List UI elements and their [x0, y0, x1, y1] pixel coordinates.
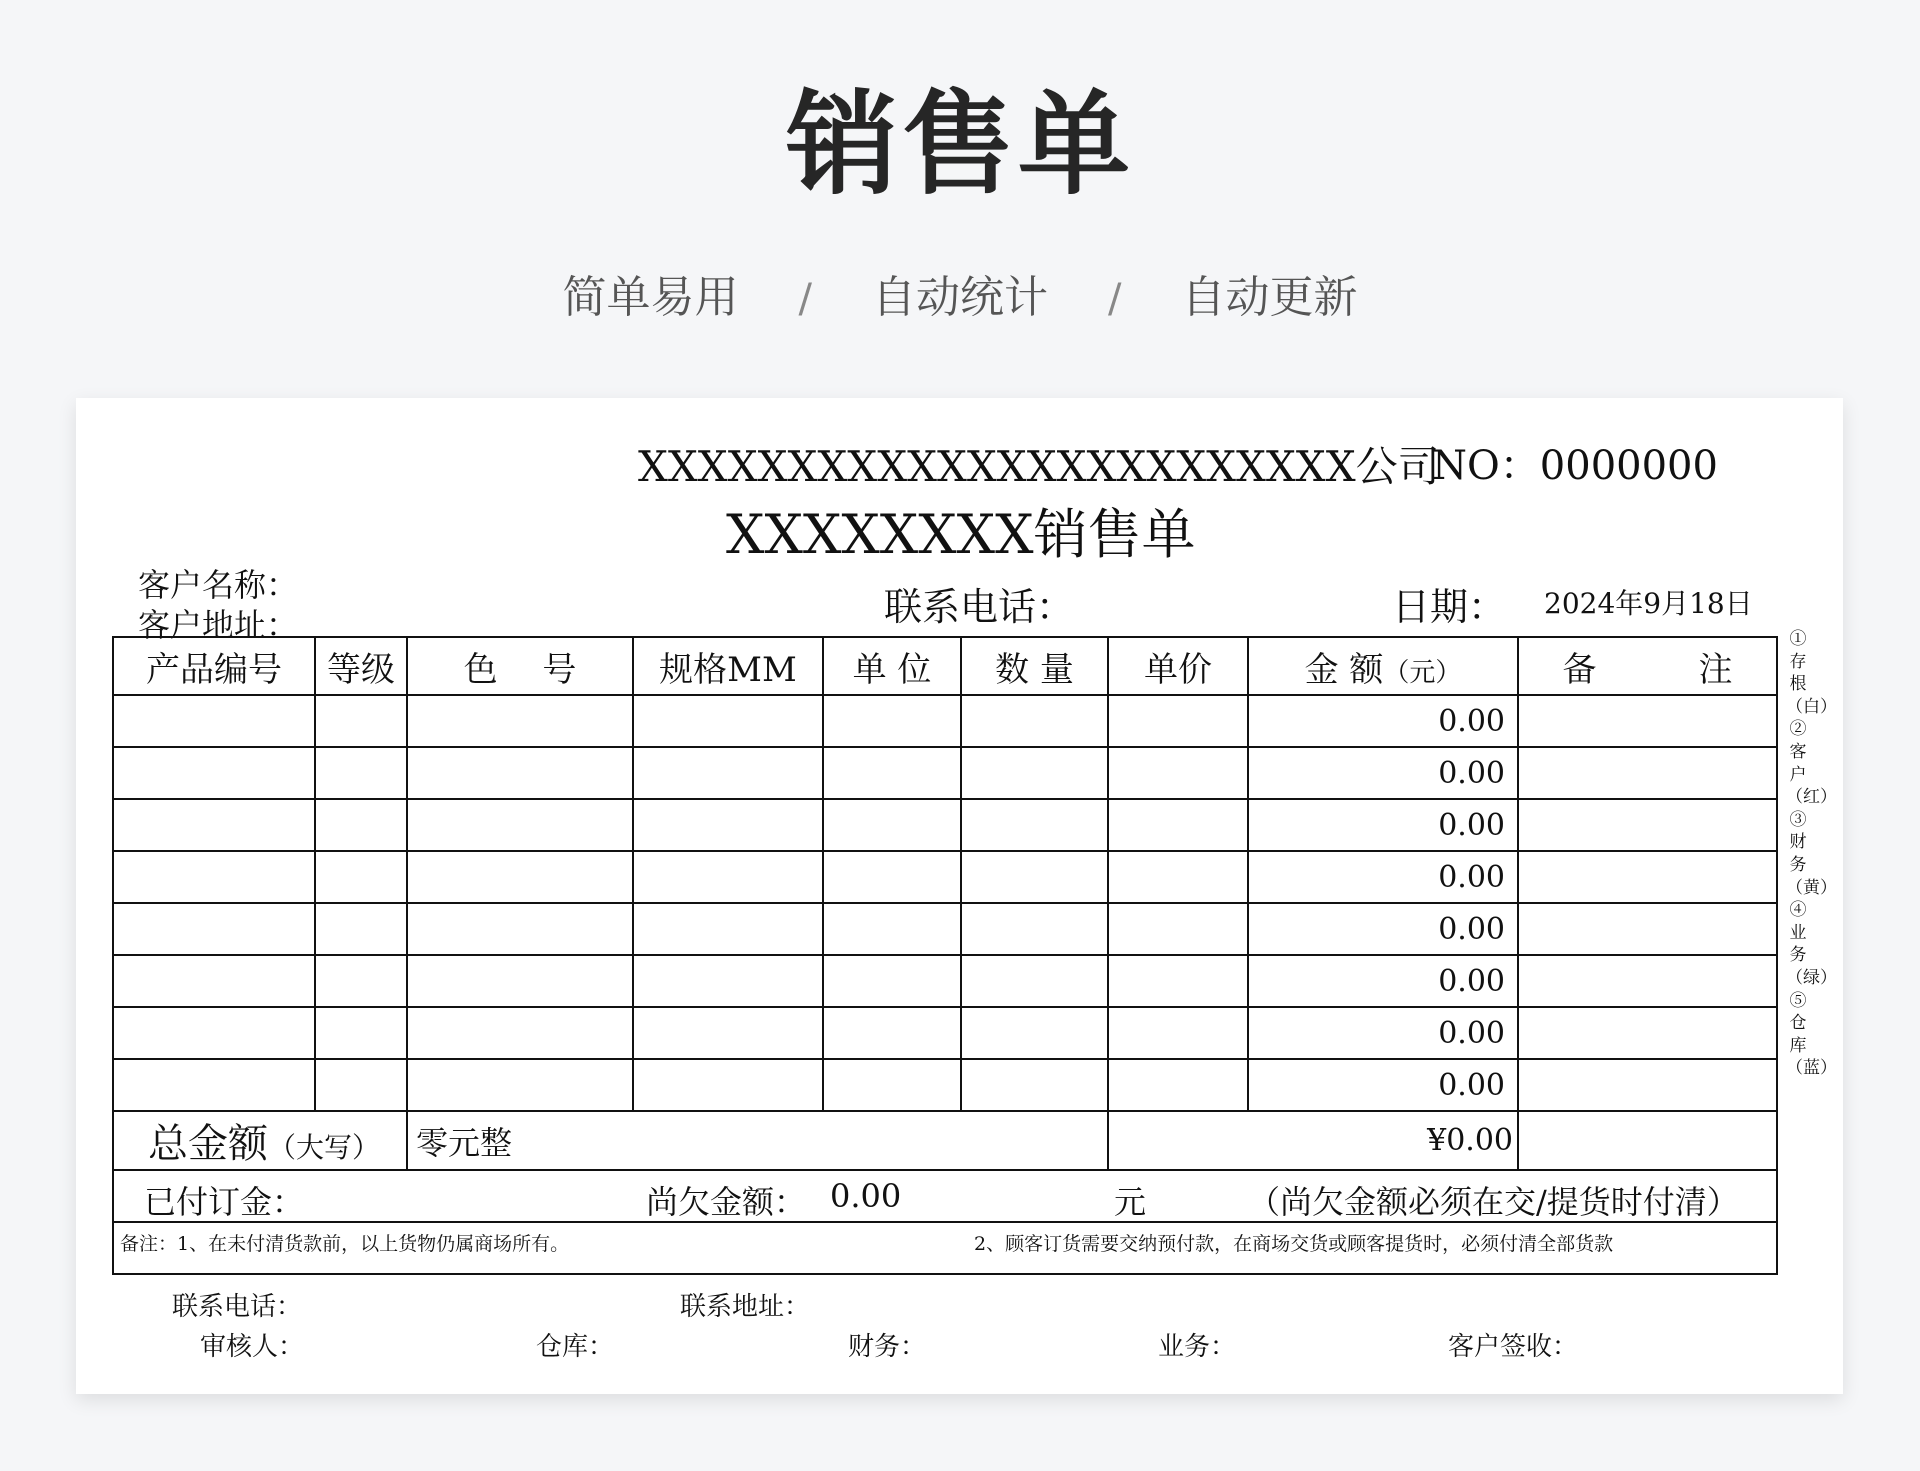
col-header-amount [1248, 637, 1518, 695]
total-label-small: （大写） [268, 1131, 381, 1164]
document-number [1432, 434, 1718, 491]
cell[interactable] [823, 851, 961, 903]
amount-cell: 0.00 [1248, 955, 1518, 1007]
cell[interactable] [113, 1007, 315, 1059]
cell[interactable] [315, 747, 407, 799]
cell[interactable] [113, 695, 315, 747]
cell[interactable] [823, 747, 961, 799]
amount-header-text: 金 额 [1304, 649, 1384, 690]
amount-cell: 0.00 [1248, 851, 1518, 903]
col-header: 规格MM [633, 637, 823, 695]
page-title: 销售单 [786, 80, 1134, 210]
cell[interactable] [113, 1059, 315, 1111]
cell[interactable] [1108, 903, 1248, 955]
signer-warehouse: 仓库： [536, 1332, 615, 1362]
cell[interactable] [1518, 1007, 1777, 1059]
total-label-text: 总金额 [148, 1121, 268, 1167]
cell[interactable] [823, 1007, 961, 1059]
cell[interactable] [407, 747, 633, 799]
form-title: XXXXXXXX销售单 [726, 503, 1196, 566]
col-header: 产品编号 [113, 637, 315, 695]
copy-distribution-list [1786, 628, 1837, 1080]
amount-cell: 0.00 [1248, 799, 1518, 851]
cell[interactable] [113, 955, 315, 1007]
items-table [112, 636, 1778, 1275]
feature-2: 自动统计 [872, 272, 1048, 323]
table-row [113, 695, 1777, 747]
cell[interactable] [1518, 747, 1777, 799]
cell[interactable] [633, 747, 823, 799]
owed-label: 尚欠金额： [646, 1183, 807, 1221]
notes-row [113, 1222, 1777, 1274]
cell[interactable] [633, 1007, 823, 1059]
separator: / [1108, 276, 1122, 322]
cell[interactable] [823, 1059, 961, 1111]
cell[interactable] [1108, 955, 1248, 1007]
cell[interactable] [315, 1059, 407, 1111]
cell[interactable] [1108, 695, 1248, 747]
cell[interactable] [961, 799, 1108, 851]
owed-value: 0.00 [830, 1177, 902, 1215]
cell[interactable] [961, 955, 1108, 1007]
col-header: 备 注 [1518, 637, 1777, 695]
cell[interactable] [961, 695, 1108, 747]
cell[interactable] [1108, 1007, 1248, 1059]
sales-form-sheet [76, 398, 1843, 1394]
note-2: 2、顾客订货需要交纳预付款，在商场交货或顾客提货时，必须付清全部货款 [974, 1233, 1614, 1255]
col-header: 单价 [1108, 637, 1248, 695]
table-row [113, 747, 1777, 799]
copy-label: ⑤仓库（蓝） [1786, 990, 1837, 1079]
table-header [113, 637, 1777, 695]
note-1: 备注：1、在未付清货款前，以上货物仍属商场所有。 [120, 1233, 570, 1255]
cell[interactable] [407, 695, 633, 747]
cell[interactable] [407, 955, 633, 1007]
table-row [113, 851, 1777, 903]
date-label: 日期： [1392, 585, 1507, 629]
cell[interactable] [315, 955, 407, 1007]
col-header: 等级 [315, 637, 407, 695]
cell[interactable] [961, 903, 1108, 955]
cell[interactable] [633, 851, 823, 903]
feature-1: 简单易用 [562, 272, 739, 323]
phone-label: 联系电话： [884, 585, 1075, 629]
copy-label: ①存根（白） [1786, 629, 1837, 717]
owed-unit: 元 [1114, 1183, 1147, 1221]
cell[interactable] [823, 955, 961, 1007]
cell[interactable] [1108, 799, 1248, 851]
cell[interactable] [961, 747, 1108, 799]
total-label [113, 1111, 407, 1170]
cell[interactable] [1518, 1111, 1777, 1170]
cell[interactable] [407, 903, 633, 955]
notes-cell [113, 1222, 1777, 1274]
owed-note: （尚欠金额必须在交/提货时付清） [1248, 1183, 1739, 1221]
cell[interactable] [113, 747, 315, 799]
cell[interactable] [823, 695, 961, 747]
cell[interactable] [1108, 747, 1248, 799]
cell[interactable] [1108, 1059, 1248, 1111]
cell[interactable] [407, 1059, 633, 1111]
footer-phone-label: 联系电话： [172, 1292, 303, 1322]
table-row [113, 1059, 1777, 1111]
signer-finance: 财务： [848, 1332, 927, 1362]
cell[interactable] [961, 851, 1108, 903]
amount-cell: 0.00 [1248, 695, 1518, 747]
separator: / [798, 276, 812, 322]
cell[interactable] [113, 799, 315, 851]
col-header: 色 号 [407, 637, 633, 695]
copy-label: ③财务（黄） [1786, 809, 1837, 898]
footer-address-label: 联系地址： [680, 1292, 811, 1322]
company-name: XXXXXXXXXXXXXXXXXXXXXXXX公司 [638, 442, 1440, 491]
deposit-cell [113, 1170, 1777, 1222]
cell[interactable] [633, 1059, 823, 1111]
cell[interactable] [315, 903, 407, 955]
date-value: 2024年9月18日 [1544, 587, 1753, 620]
table-row [113, 955, 1777, 1007]
signer-reviewer: 审核人： [200, 1332, 305, 1362]
total-in-words: 零元整 [407, 1111, 1108, 1170]
document-number-label: NO： [1432, 443, 1540, 489]
document-number-value: 0000000 [1539, 443, 1718, 489]
amount-cell: 0.00 [1248, 1007, 1518, 1059]
total-amount: ¥0.00 [1108, 1111, 1518, 1170]
cell[interactable] [407, 1007, 633, 1059]
cell[interactable] [1518, 799, 1777, 851]
table-row [113, 799, 1777, 851]
copy-label: ④业务（绿） [1786, 900, 1837, 988]
total-row [113, 1111, 1777, 1170]
cell[interactable] [407, 799, 633, 851]
amount-cell: 0.00 [1248, 903, 1518, 955]
amount-unit: （元） [1383, 657, 1462, 688]
deposit-row [113, 1170, 1777, 1222]
cell[interactable] [633, 695, 823, 747]
cell[interactable] [315, 851, 407, 903]
customer-name-label: 客户名称： [138, 566, 299, 604]
cell[interactable] [1518, 955, 1777, 1007]
deposit-label: 已付订金： [144, 1183, 305, 1221]
cell[interactable] [315, 695, 407, 747]
table-row [113, 903, 1777, 955]
cell[interactable] [823, 799, 961, 851]
cell[interactable] [961, 1007, 1108, 1059]
feature-3: 自动更新 [1181, 272, 1358, 323]
cell[interactable] [1518, 851, 1777, 903]
cell[interactable] [113, 903, 315, 955]
signer-customer: 客户签收： [1448, 1332, 1579, 1362]
col-header: 数 量 [961, 637, 1108, 695]
amount-cell: 0.00 [1248, 1059, 1518, 1111]
cell[interactable] [1518, 903, 1777, 955]
copy-label: ②客户（红） [1786, 719, 1837, 808]
cell[interactable] [407, 851, 633, 903]
table-row [113, 1007, 1777, 1059]
cell[interactable] [113, 851, 315, 903]
col-header: 单 位 [823, 637, 961, 695]
signer-sales: 业务： [1158, 1332, 1237, 1362]
amount-cell: 0.00 [1248, 747, 1518, 799]
cell[interactable] [633, 955, 823, 1007]
cell[interactable] [633, 799, 823, 851]
cell[interactable] [1518, 695, 1777, 747]
cell[interactable] [1518, 1059, 1777, 1111]
cell[interactable] [961, 1059, 1108, 1111]
feature-tagline [0, 268, 1920, 329]
cell[interactable] [1108, 851, 1248, 903]
cell[interactable] [315, 1007, 407, 1059]
cell[interactable] [315, 799, 407, 851]
cell[interactable] [823, 903, 961, 955]
cell[interactable] [633, 903, 823, 955]
customer-address-label: 客户地址： [138, 606, 299, 644]
